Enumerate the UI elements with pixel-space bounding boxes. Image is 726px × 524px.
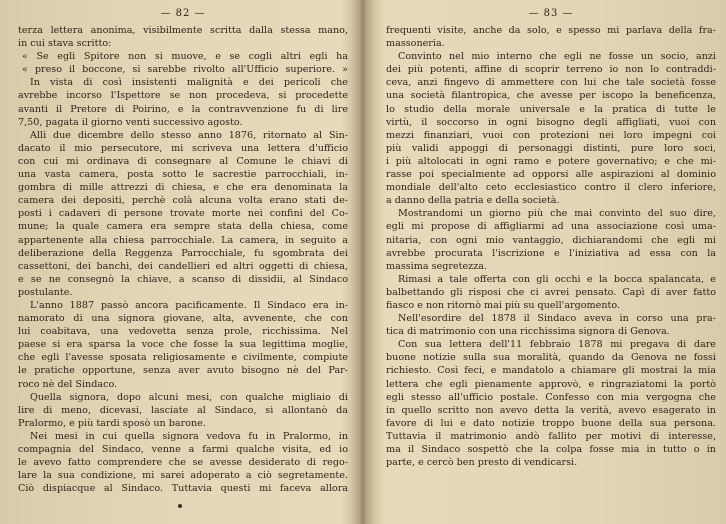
text-line: camera dei depositi, perchè colà alcuna volta erano stati de- bbox=[18, 195, 348, 207]
text-line: L'anno 1887 passò ancora pacificamente. Il Sindaco era in- bbox=[30, 299, 348, 311]
text-line: fiasco e non ritornò mai più su quell'argomento. bbox=[386, 299, 621, 311]
text-line: le pratiche opportune, senza aver avuto bisogno nè del Par- bbox=[18, 365, 348, 377]
text-line: « Se egli Spitore non si muove, e se cogli altri egli ha bbox=[22, 51, 348, 63]
text-line: avanti il Pretore di Poirino, e la contravvenzione fu di lire bbox=[18, 103, 348, 115]
text-line: Mostrandomi un giorno più che mai convinto del suo dire, bbox=[398, 208, 716, 220]
text-line: con cui mi ordinava di consegnare al Comune le chiavi di bbox=[18, 155, 348, 167]
text-line: parte, e cercò ben presto di vendicarsi. bbox=[386, 457, 578, 469]
page-number-right: — 83 — bbox=[528, 8, 574, 19]
text-line: cassettoni, dei banchi, dei candellieri ed altri oggetti di chiesa, bbox=[18, 260, 348, 272]
text-line: frequenti visite, anche da solo, e spesso mi parlava della fra- bbox=[386, 25, 716, 36]
text-line: Rimasi a tale offerta con gli occhi e la bocca spalancata, e bbox=[398, 273, 716, 285]
text-line: Pralormo, e più tardi sposò un barone. bbox=[18, 417, 206, 429]
text-line: una vasta camera, posta sotto le sacrestie parrocchiali, in- bbox=[18, 169, 348, 181]
text-line: che egli l'avesse sposata religiosamente e civilmente, compiute bbox=[18, 352, 348, 364]
text-line: Ciò dispiacque al Sindaco. Tuttavia questi mi faceva allora bbox=[18, 483, 348, 495]
text-line: Con sua lettera dell'11 febbraio 1878 mi pregava di dare bbox=[398, 339, 716, 351]
text-line: dei più potenti, affine di scoprir terreno io non lo contraddi- bbox=[386, 64, 716, 76]
right-page bbox=[386, 0, 716, 524]
text-line: e se ne consegnò la chiave, a scanso di dissidii, al Sindaco bbox=[18, 273, 348, 285]
text-line: roco nè del Sindaco. bbox=[18, 378, 118, 390]
text-line: mondiale dell'alto ceto ecclesiastico contro il clero inferiore, bbox=[386, 182, 716, 194]
text-line: balbettando gli risposi che ci avrei pensato. Capì di aver fatto bbox=[386, 286, 716, 298]
text-line: ceva, anzi fingevo di ammettere con lui che tale società fosse bbox=[386, 77, 716, 89]
text-line: lare la sua condizione, mi sarei adoperato a ciò segretamente. bbox=[18, 470, 348, 482]
text-line: in quello scritto non avevo detta la verità, avevo esagerato in bbox=[386, 404, 716, 416]
text-line: Tuttavia il matrimonio andò fallito per motivi di interesse, bbox=[386, 430, 716, 442]
text-line: egli stesso all'ufficio postale. Confesso con mia vergogna che bbox=[386, 391, 716, 403]
text-line: massima segretezza. bbox=[386, 260, 488, 272]
page-number-left: — 82 — bbox=[160, 8, 206, 19]
text-line: mune; la quale camera era sempre stata della chiesa, come bbox=[18, 221, 348, 233]
text-line: buone notizie sulla sua moralità, quando da Genova ne fossi bbox=[386, 352, 716, 364]
text-line: avrebbe incorso l'Ispettore se non procedeva, si procedette bbox=[18, 90, 348, 102]
text-line: lo studio della morale universale e la pratica di tutte le bbox=[386, 103, 716, 115]
page-ornament-dot bbox=[178, 504, 182, 508]
text-line: a danno della patria e della società. bbox=[386, 195, 560, 207]
text-line: lire di meno, dicevasi, lasciate al Sindaco, si allontanò da bbox=[18, 404, 348, 416]
text-line: « preso il boccone, si sarebbe rivolto all'Ufficio superiore. » bbox=[22, 64, 348, 76]
text-line: rasse poi specialmente ad opporsi alle aspirazioni al dominio bbox=[386, 169, 716, 181]
text-line: dacato il mio persecutore, mi scriveva una lettera d'ufficio bbox=[18, 142, 348, 154]
text-line: Nell'esordire del 1878 il Sindaco aveva in corso una pra- bbox=[398, 313, 716, 325]
left-page bbox=[18, 0, 348, 524]
right-page-text bbox=[386, 24, 716, 469]
text-line: posti i cadaveri di persone trovate morte nei confini del Co- bbox=[18, 208, 348, 220]
text-line: deliberazione della Reggenza Parrocchiale, fu sgombrata dei bbox=[18, 247, 348, 259]
text-line: gombra di mille attrezzi di chiesa, e che era denominata la bbox=[18, 182, 348, 194]
text-line: 7,50, pagata il giorno venti successivo agosto. bbox=[18, 116, 243, 128]
text-line: in cui stava scritto: bbox=[18, 38, 112, 50]
text-line: virtù, il soccorso in ogni bisogno degli affigliati, vuoi con bbox=[386, 116, 716, 128]
text-line: Alli due dicembre dello stesso anno 1876, ritornato al Sin- bbox=[30, 129, 348, 141]
text-line: nitaria, con ogni mio vantaggio, dichiarandomi che egli mi bbox=[386, 234, 716, 246]
text-line: egli mi propose di affigliarmi ad una associazione così uma- bbox=[386, 221, 716, 233]
text-line: Nei mesi in cui quella signora vedova fu in Pralormo, in bbox=[30, 430, 348, 442]
text-line: paese si era sparsa la voce che fosse la sua legittima moglie, bbox=[18, 339, 348, 351]
text-line: lettera che egli pienamente approvò, e ringraziatomi la portò bbox=[386, 378, 716, 390]
left-page-text bbox=[18, 24, 348, 495]
text-line: le avevo fatto comprendere che se avesse desiderato di rego- bbox=[18, 457, 348, 469]
text-line: più validi appoggi di personaggi distinti, pure loro soci, bbox=[386, 142, 716, 154]
text-line: una società filantropica, che avesse per iscopo la beneficenza, bbox=[386, 90, 716, 102]
text-line: postulante. bbox=[18, 286, 73, 298]
text-line: Convinto nel mio interno che egli ne fosse un socio, anzi bbox=[398, 51, 716, 63]
text-line: Quella signora, dopo alcuni mesi, con qualche migliaio di bbox=[30, 391, 348, 403]
text-line: lui coabitava, una vedovetta senza prole, ricchissima. Nel bbox=[18, 326, 348, 338]
text-line: mezzi finanziari, vuoi con protezioni nei loro impegni coi bbox=[386, 129, 716, 141]
text-line: i più altolocati in ogni ramo e potere governativo; e che mi- bbox=[386, 155, 716, 167]
text-line: compagnia del Sindaco, venne a farmi qualche visita, ed io bbox=[18, 444, 348, 455]
text-line: namorato di una signora giovane, alta, avvenente, che con bbox=[18, 313, 348, 325]
book-gutter bbox=[350, 0, 376, 524]
text-line: tica di matrimonio con una ricchissima signora di Genova. bbox=[386, 326, 670, 338]
text-line: avrebbe procurata l'iscrizione e l'iniziativa ad essa con la bbox=[386, 247, 716, 259]
text-line: In vista di così insistenti malignità e dei pericoli che bbox=[30, 77, 348, 89]
text-line: richiesto. Così feci, e mandatolo a chiamare gli mostrai la mia bbox=[386, 365, 716, 377]
text-line: ma il Sindaco sospettò che la colpa fosse mia in tutto o in bbox=[386, 444, 716, 455]
text-line: favore di lui e dato notizie troppo buone della sua persona. bbox=[386, 417, 716, 429]
text-line: massoneria. bbox=[386, 38, 445, 50]
text-line: terza lettera anonima, visibilmente scritta dalla stessa mano, bbox=[18, 25, 348, 36]
text-line: appartenente alla chiesa parrocchiale. La camera, in seguito a bbox=[18, 234, 348, 246]
